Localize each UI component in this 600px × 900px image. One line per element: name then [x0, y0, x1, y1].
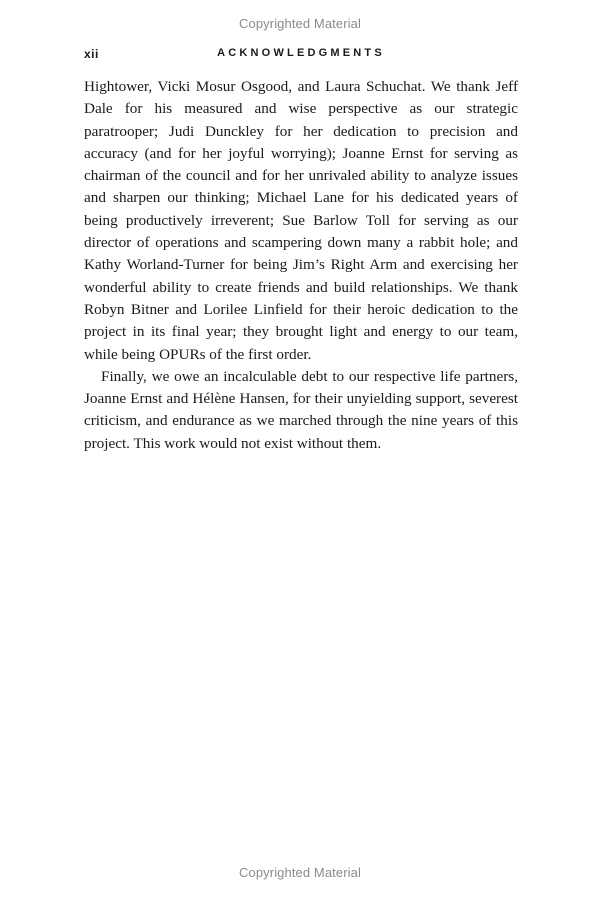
section-title: ACKNOWLEDGMENTS	[217, 47, 385, 59]
body-text	[84, 76, 518, 455]
running-head	[84, 47, 518, 65]
page-number: xii	[84, 47, 99, 61]
watermark-bottom: Copyrighted Material	[239, 865, 361, 880]
paragraph-closing: Finally, we owe an incalculable debt to our respective life partners, Joanne Ernst and Hélène Hansen, for their unyielding support, severest criticism, and endurance as we marched through the nine years of this project. This work would not exist without them.	[84, 367, 518, 452]
watermark-top: Copyrighted Material	[239, 16, 361, 31]
paragraph-continued: Hightower, Vicki Mosur Osgood, and Laura Schuchat. We thank Jeff Dale for his measured and wise perspective as our strategic paratrooper; Judi Dunckley for her dedication to precision and accuracy (and for her joyful worrying); Joanne Ernst for serving as chairman of the council and for her unrivaled ability to analyze issues and sharpen our thinking; Michael Lane for his dedicated years of being productively irreverent; Sue Barlow Toll for serving as our director of operations and scampering down many a rabbit hole; and Kathy Worland-Turner for being Jim’s Right Arm and exercising her wonderful ability to create friends and build relationships. We thank Robyn Bitner and Lorilee Linfield for their heroic dedication to the project in its final year; they brought light and energy to our team, while being OPURs of the first order.	[84, 78, 518, 363]
